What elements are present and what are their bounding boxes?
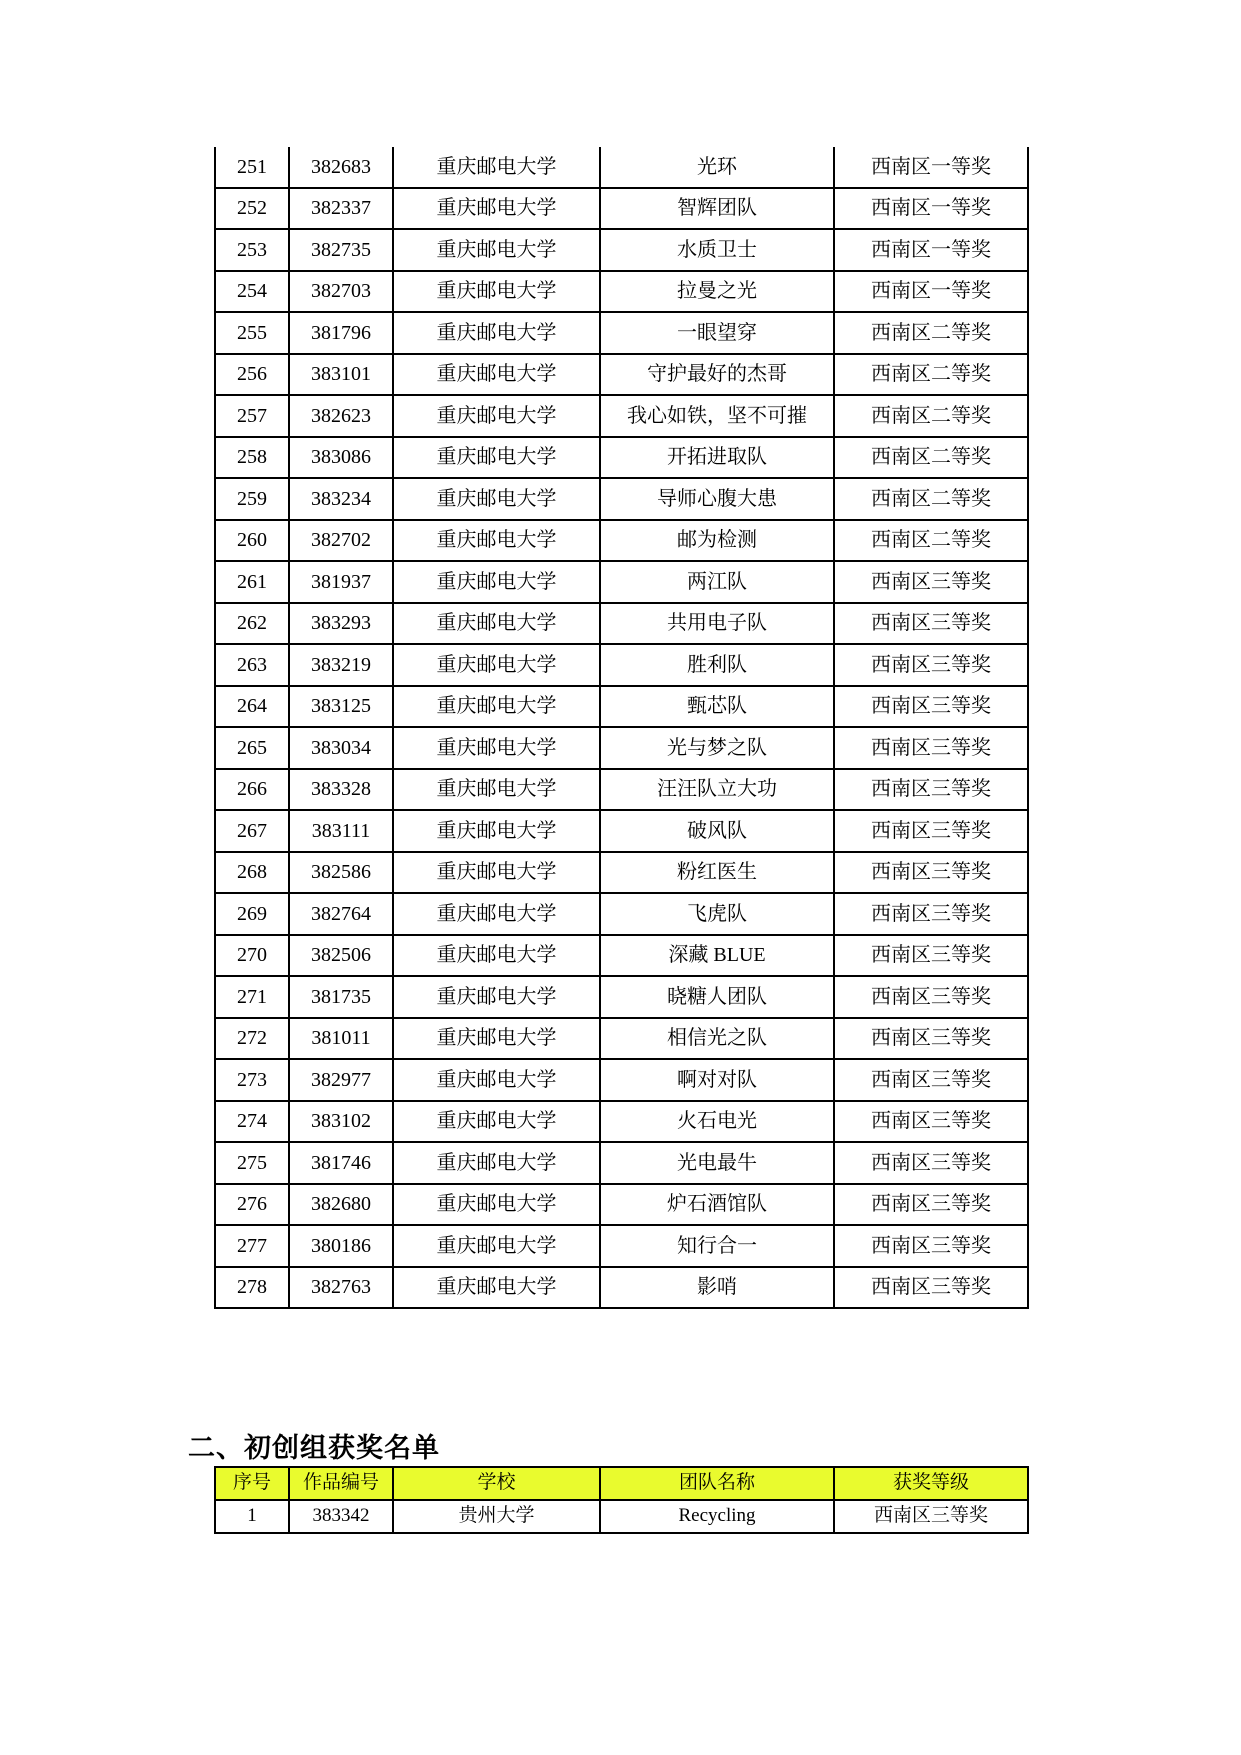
cell-work-id: 382735: [289, 229, 393, 271]
table-row: [215, 520, 1028, 562]
table-row: [215, 603, 1028, 645]
cell-award: 西南区二等奖: [834, 312, 1028, 354]
table-row: [215, 852, 1028, 894]
cell-index: 272: [215, 1018, 289, 1060]
cell-team-name: 炉石酒馆队: [600, 1184, 834, 1226]
cell-team-name: 影哨: [600, 1267, 834, 1309]
cell-team-name: 粉红医生: [600, 852, 834, 894]
cell-school: 重庆邮电大学: [393, 644, 600, 686]
cell-school: 重庆邮电大学: [393, 1101, 600, 1143]
cell-school: 重庆邮电大学: [393, 561, 600, 603]
cell-index: 252: [215, 188, 289, 230]
cell-work-id: 381796: [289, 312, 393, 354]
table-row: [215, 893, 1028, 935]
cell-work-id: 383111: [289, 810, 393, 852]
cell-work-id: 381011: [289, 1018, 393, 1060]
cell-school: 重庆邮电大学: [393, 271, 600, 313]
cell-team-name: 导师心腹大患: [600, 478, 834, 520]
header-cell-work-id: 作品编号: [289, 1467, 393, 1500]
cell-team-name: 相信光之队: [600, 1018, 834, 1060]
header-cell-school: 学校: [393, 1467, 600, 1500]
cell-work-id: 383328: [289, 769, 393, 811]
cell-award: 西南区二等奖: [834, 395, 1028, 437]
cell-award: 西南区二等奖: [834, 520, 1028, 562]
cell-index: 260: [215, 520, 289, 562]
cell-award: 西南区一等奖: [834, 271, 1028, 313]
cell-team-name: 开拓进取队: [600, 437, 834, 479]
cell-work-id: 383342: [289, 1500, 393, 1533]
cell-team-name: 两江队: [600, 561, 834, 603]
cell-team-name: 深藏 BLUE: [600, 935, 834, 977]
cell-school: 重庆邮电大学: [393, 312, 600, 354]
cell-school: 重庆邮电大学: [393, 354, 600, 396]
cell-work-id: 381735: [289, 976, 393, 1018]
cell-team-name: 汪汪队立大功: [600, 769, 834, 811]
table-row: [215, 1059, 1028, 1101]
group1-table-body: [215, 147, 1028, 1308]
table-row: [215, 229, 1028, 271]
cell-school: 重庆邮电大学: [393, 893, 600, 935]
table-row: [215, 976, 1028, 1018]
cell-team-name: 我心如铁，坚不可摧: [600, 395, 834, 437]
cell-index: 256: [215, 354, 289, 396]
cell-index: 271: [215, 976, 289, 1018]
cell-award: 西南区三等奖: [834, 603, 1028, 645]
cell-school: 重庆邮电大学: [393, 1018, 600, 1060]
cell-award: 西南区三等奖: [834, 1018, 1028, 1060]
cell-work-id: 381937: [289, 561, 393, 603]
group2-awards-table: [214, 1466, 1029, 1534]
cell-team-name: 智辉团队: [600, 188, 834, 230]
cell-index: 278: [215, 1267, 289, 1309]
cell-index: 257: [215, 395, 289, 437]
table-row: [215, 271, 1028, 313]
group1-awards-table: [214, 147, 1029, 1309]
cell-team-name: 知行合一: [600, 1225, 834, 1267]
cell-award: 西南区三等奖: [834, 769, 1028, 811]
cell-work-id: 383125: [289, 686, 393, 728]
cell-work-id: 382680: [289, 1184, 393, 1226]
cell-award: 西南区三等奖: [834, 561, 1028, 603]
cell-team-name: 拉曼之光: [600, 271, 834, 313]
cell-award: 西南区一等奖: [834, 229, 1028, 271]
cell-work-id: 382623: [289, 395, 393, 437]
cell-work-id: 382703: [289, 271, 393, 313]
cell-team-name: Recycling: [600, 1500, 834, 1533]
cell-work-id: 383219: [289, 644, 393, 686]
table-header-row: [215, 1467, 1028, 1500]
table-row: [215, 437, 1028, 479]
cell-team-name: 水质卫士: [600, 229, 834, 271]
cell-index: 258: [215, 437, 289, 479]
cell-award: 西南区三等奖: [834, 810, 1028, 852]
cell-award: 西南区三等奖: [834, 1225, 1028, 1267]
cell-award: 西南区三等奖: [834, 935, 1028, 977]
cell-index: 265: [215, 727, 289, 769]
cell-index: 262: [215, 603, 289, 645]
cell-school: 贵州大学: [393, 1500, 600, 1533]
table-row: [215, 395, 1028, 437]
cell-index: 274: [215, 1101, 289, 1143]
table-row: [215, 810, 1028, 852]
cell-work-id: 382586: [289, 852, 393, 894]
cell-index: 269: [215, 893, 289, 935]
table-row: [215, 147, 1028, 188]
cell-work-id: 380186: [289, 1225, 393, 1267]
cell-work-id: 381746: [289, 1142, 393, 1184]
table-row: [215, 686, 1028, 728]
cell-school: 重庆邮电大学: [393, 437, 600, 479]
cell-work-id: 382506: [289, 935, 393, 977]
cell-school: 重庆邮电大学: [393, 769, 600, 811]
cell-school: 重庆邮电大学: [393, 603, 600, 645]
cell-work-id: 382702: [289, 520, 393, 562]
cell-team-name: 一眼望穿: [600, 312, 834, 354]
cell-index: 267: [215, 810, 289, 852]
cell-school: 重庆邮电大学: [393, 1059, 600, 1101]
cell-school: 重庆邮电大学: [393, 1142, 600, 1184]
cell-work-id: 383101: [289, 354, 393, 396]
cell-work-id: 382764: [289, 893, 393, 935]
table-row: [215, 1018, 1028, 1060]
cell-school: 重庆邮电大学: [393, 1184, 600, 1226]
section2-heading: 二、初创组获奖名单: [188, 1433, 440, 1463]
cell-award: 西南区三等奖: [834, 1184, 1028, 1226]
table-row: [215, 727, 1028, 769]
table-row: [215, 1142, 1028, 1184]
cell-team-name: 晓糖人团队: [600, 976, 834, 1018]
cell-school: 重庆邮电大学: [393, 976, 600, 1018]
cell-work-id: 383034: [289, 727, 393, 769]
cell-award: 西南区三等奖: [834, 727, 1028, 769]
cell-work-id: 382337: [289, 188, 393, 230]
table-row: [215, 354, 1028, 396]
cell-team-name: 共用电子队: [600, 603, 834, 645]
cell-index: 266: [215, 769, 289, 811]
cell-school: 重庆邮电大学: [393, 520, 600, 562]
cell-index: 264: [215, 686, 289, 728]
cell-school: 重庆邮电大学: [393, 395, 600, 437]
cell-index: 261: [215, 561, 289, 603]
cell-school: 重庆邮电大学: [393, 935, 600, 977]
cell-team-name: 破风队: [600, 810, 834, 852]
cell-index: 259: [215, 478, 289, 520]
cell-index: 254: [215, 271, 289, 313]
cell-school: 重庆邮电大学: [393, 147, 600, 188]
cell-index: 270: [215, 935, 289, 977]
cell-index: 263: [215, 644, 289, 686]
group2-table-body: [215, 1467, 1028, 1533]
table-row: [215, 935, 1028, 977]
table-row: [215, 188, 1028, 230]
cell-school: 重庆邮电大学: [393, 188, 600, 230]
cell-team-name: 飞虎队: [600, 893, 834, 935]
header-cell-award: 获奖等级: [834, 1467, 1028, 1500]
cell-index: 277: [215, 1225, 289, 1267]
cell-index: 273: [215, 1059, 289, 1101]
table-row: [215, 312, 1028, 354]
cell-award: 西南区三等奖: [834, 893, 1028, 935]
cell-work-id: 383086: [289, 437, 393, 479]
cell-school: 重庆邮电大学: [393, 810, 600, 852]
cell-award: 西南区三等奖: [834, 1142, 1028, 1184]
cell-award: 西南区一等奖: [834, 188, 1028, 230]
cell-index: 253: [215, 229, 289, 271]
cell-award: 西南区三等奖: [834, 852, 1028, 894]
cell-team-name: 光电最牛: [600, 1142, 834, 1184]
cell-index: 251: [215, 147, 289, 188]
cell-award: 西南区三等奖: [834, 976, 1028, 1018]
cell-team-name: 邮为检测: [600, 520, 834, 562]
table-row: [215, 1184, 1028, 1226]
cell-team-name: 光环: [600, 147, 834, 188]
cell-school: 重庆邮电大学: [393, 478, 600, 520]
cell-award: 西南区一等奖: [834, 147, 1028, 188]
cell-work-id: 383102: [289, 1101, 393, 1143]
cell-index: 276: [215, 1184, 289, 1226]
table-row: [215, 1500, 1028, 1533]
table-row: [215, 561, 1028, 603]
cell-school: 重庆邮电大学: [393, 852, 600, 894]
cell-school: 重庆邮电大学: [393, 1225, 600, 1267]
cell-team-name: 胜利队: [600, 644, 834, 686]
table-row: [215, 769, 1028, 811]
cell-team-name: 甄芯队: [600, 686, 834, 728]
cell-award: 西南区三等奖: [834, 1059, 1028, 1101]
table-row: [215, 1225, 1028, 1267]
cell-award: 西南区二等奖: [834, 437, 1028, 479]
cell-award: 西南区二等奖: [834, 478, 1028, 520]
cell-work-id: 383234: [289, 478, 393, 520]
cell-index: 1: [215, 1500, 289, 1533]
cell-school: 重庆邮电大学: [393, 229, 600, 271]
header-cell-index: 序号: [215, 1467, 289, 1500]
table-row: [215, 1101, 1028, 1143]
cell-award: 西南区三等奖: [834, 644, 1028, 686]
cell-index: 275: [215, 1142, 289, 1184]
table-row: [215, 478, 1028, 520]
cell-school: 重庆邮电大学: [393, 727, 600, 769]
cell-work-id: 382977: [289, 1059, 393, 1101]
cell-school: 重庆邮电大学: [393, 1267, 600, 1309]
table-row: [215, 1267, 1028, 1309]
cell-team-name: 啊对对队: [600, 1059, 834, 1101]
cell-award: 西南区二等奖: [834, 354, 1028, 396]
cell-index: 268: [215, 852, 289, 894]
cell-team-name: 火石电光: [600, 1101, 834, 1143]
header-cell-team-name: 团队名称: [600, 1467, 834, 1500]
cell-award: 西南区三等奖: [834, 686, 1028, 728]
cell-award: 西南区三等奖: [834, 1500, 1028, 1533]
cell-award: 西南区三等奖: [834, 1101, 1028, 1143]
cell-work-id: 382763: [289, 1267, 393, 1309]
cell-index: 255: [215, 312, 289, 354]
table-row: [215, 644, 1028, 686]
cell-school: 重庆邮电大学: [393, 686, 600, 728]
cell-work-id: 383293: [289, 603, 393, 645]
cell-award: 西南区三等奖: [834, 1267, 1028, 1309]
cell-team-name: 守护最好的杰哥: [600, 354, 834, 396]
cell-team-name: 光与梦之队: [600, 727, 834, 769]
cell-work-id: 382683: [289, 147, 393, 188]
